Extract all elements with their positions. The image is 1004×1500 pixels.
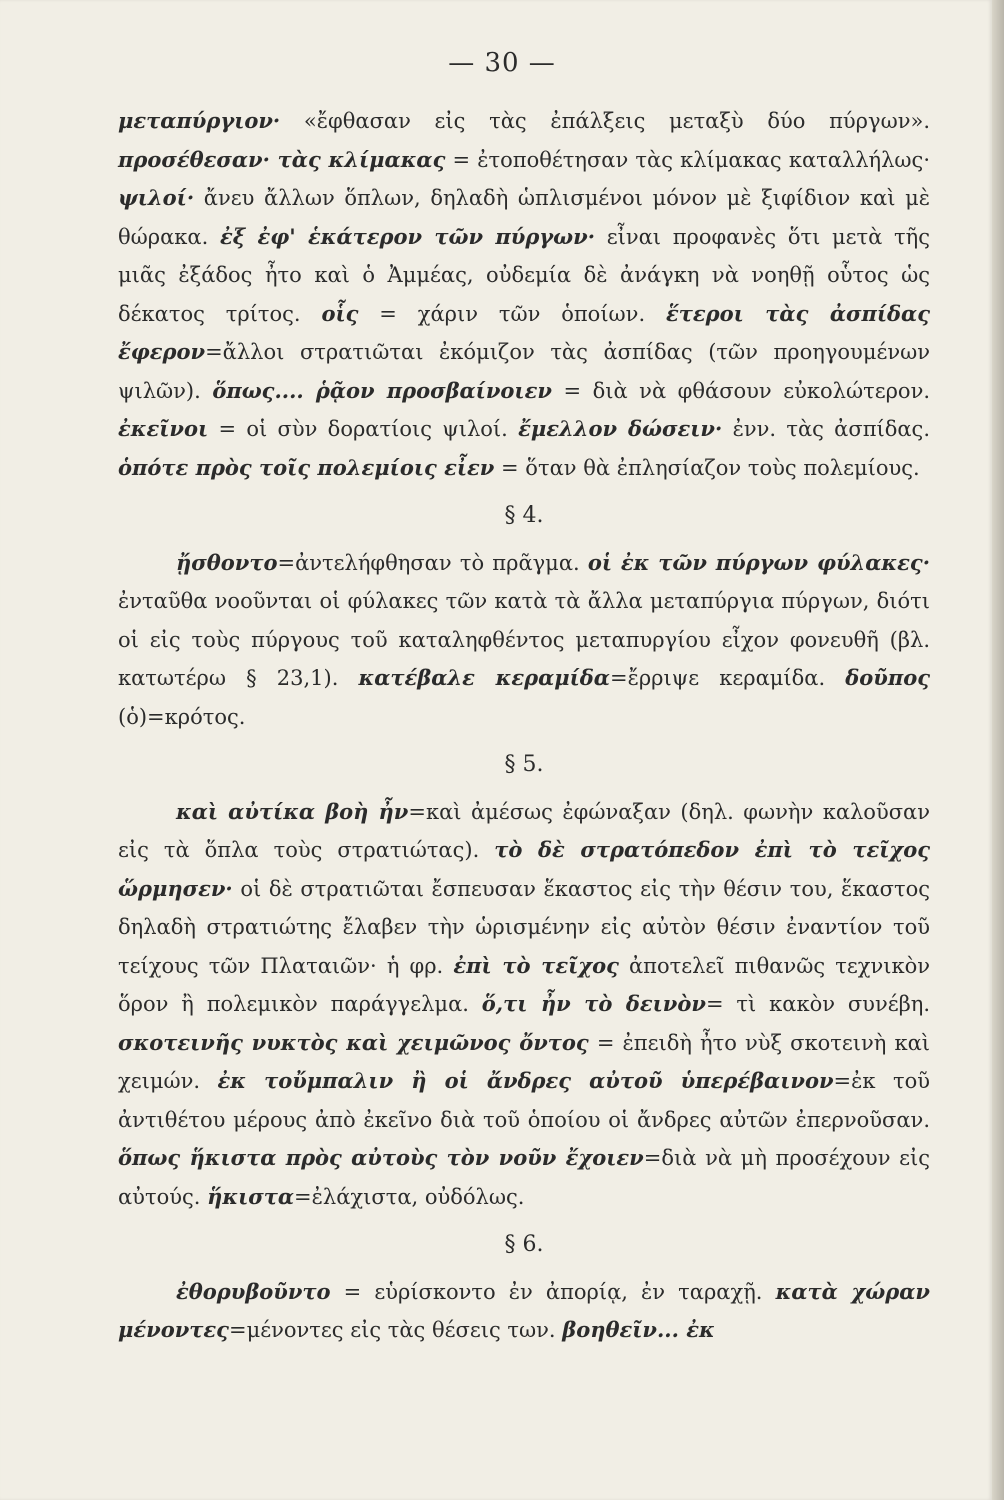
greek-lemma: οἷς [321,300,359,326]
greek-lemma: ἐπὶ τὸ τεῖχος [453,952,619,978]
paragraph-section-4 [118,544,930,737]
greek-lemma: οἱ ἐκ τῶν πύργων φύλακες· [587,549,931,575]
explanation-text: = εὑρίσκοντο ἐν ἀπορίᾳ, ἐν ταραχῇ. [330,1279,776,1304]
greek-lemma: ὁπότε πρὸς τοῖς πολεμίοις εἶεν [118,454,495,480]
explanation-text: = διὰ νὰ φθάσουν εὐκολώτερον. [551,378,931,403]
explanation-text: ἄνευ ἄλλων ὅπλων, δηλαδὴ ὡπλισμένοι μόνον μὲ ξιφίδιον καὶ μὲ θώρακα. [118,186,930,249]
greek-lemma: βοηθεῖν... ἐκ [562,1317,715,1342]
greek-lemma: ἐκ τοὔμπαλιν ἢ οἱ ἄνδρες αὐτοῦ ὑπερέβαινον [217,1068,834,1093]
greek-lemma: κατὰ χώραν μένοντες [118,1278,930,1342]
explanation-text: οἱ δὲ στρατιῶται ἔσπευσαν ἕκαστος εἰς τὴν θέσιν του, ἕκαστος δηλαδὴ στρατιώτης ἔλαβεν τὴν ὡρισμένην εἰς αὐτὸν θέσιν ἐναντίον τοῦ τείχους τῶν Πλαταιῶν· ἡ φρ. [118,876,930,978]
explanation-text: εἶναι προφανὲς ὅτι μετὰ τῆς μιᾶς ἐξάδος ἦτο καὶ ὁ Ἀμμέας, οὐδεμία δὲ ἀνάγκη νὰ νοηθῇ οὗτος ὡς δέκατος τρίτος. [118,224,930,326]
greek-lemma: καὶ αὐτίκα βοὴ ἦν [176,798,409,824]
greek-lemma: ὅπως.... ῥᾷον προσβαίνοιεν [212,377,552,403]
paragraph-intro [118,102,930,487]
explanation-text: ἀποτελεῖ πιθανῶς τεχνικὸν ὅρον ἢ πολεμικὸν παράγγελμα. [118,953,930,1016]
greek-lemma: ὅ,τι ἦν τὸ δεινὸν [481,991,706,1016]
greek-lemma: ὅπως ἥκιστα πρὸς αὐτοὺς τὸν νοῦν ἔχοιεν [118,1145,644,1170]
explanation-text: = ὅταν θὰ ἐπλησίαζον τοὺς πολεμίους. [494,455,920,480]
explanation-text: = ἐτοποθέτησαν τὰς κλίμακας καταλλήλως· [445,147,930,172]
greek-lemma: προσέθεσαν· τὰς κλίμακας [118,146,446,172]
greek-lemma: δοῦπος [845,665,930,690]
explanation-text: =μένοντες εἰς τὰς θέσεις των. [228,1318,563,1342]
explanation-text: (ὁ)=κρότος. [118,704,246,729]
greek-lemma: κατέβαλε κεραμίδα [358,665,610,690]
section-heading-6: § 6. [504,1232,544,1257]
greek-lemma: ψιλοί· [118,185,195,210]
greek-lemma: ἐξ ἐφ' ἑκάτερον τῶν πύργων· [219,223,596,249]
explanation-text: ἐνν. τὰς ἀσπίδας. [722,417,930,441]
greek-lemma: μεταπύργιον· [118,108,281,133]
explanation-text: «ἔφθασαν εἰς τὰς ἐπάλξεις μεταξὺ δύο πύργων». [280,109,930,133]
explanation-text: =διὰ νὰ μὴ προσέχουν εἰς αὐτούς. [118,1146,930,1209]
page-number: — 30 — [448,48,556,78]
explanation-text: = οἱ σὺν δορατίοις ψιλοί. [208,417,519,441]
paragraph-section-6 [118,1273,930,1350]
explanation-text: =ἐλάχιστα, οὐδόλως. [294,1184,525,1209]
section-heading-4: § 4. [504,503,544,528]
explanation-text: =ἄλλοι στρατιῶται ἐκόμιζον τὰς ἀσπίδας (τῶν προηγουμένων ψιλῶν). [118,340,930,403]
explanation-text: ἐνταῦθα νοοῦνται οἱ φύλακες τῶν κατὰ τὰ ἄλλα μεταπύργια πύργων, διότι οἱ εἰς τοὺς πύργους τοῦ καταληφθέντος μεταπυργίου εἶχον φονευθῆ (βλ. κατωτέρω § 23,1). [118,589,930,690]
greek-lemma: τὸ δὲ στρατόπεδον ἐπὶ τὸ τεῖχος ὥρμησεν· [118,837,930,901]
paragraph-section-5 [118,793,930,1217]
explanation-text: = ἐπειδὴ ἦτο νὺξ σκοτεινὴ καὶ χειμών. [118,1030,931,1093]
greek-lemma: σκοτεινῆς νυκτὸς καὶ χειμῶνος ὄντος [118,1029,589,1055]
section-heading-5: § 5. [504,752,544,777]
page-edge [992,0,1004,1500]
explanation-text: =καὶ ἀμέσως ἐφώναξαν (δηλ. φωνὴν καλοῦσαν εἰς τὰ ὅπλα τοὺς στρατιώτας). [118,799,930,862]
greek-lemma: ἐθορυβοῦντο [176,1278,331,1304]
explanation-text: =ἐκ τοῦ ἀντιθέτου μέρους ἀπὸ ἐκεῖνο διὰ τοῦ ὁποίου οἱ ἄνδρες αὐτῶν ἐπερνοῦσαν. [118,1069,930,1132]
greek-lemma: ἕτεροι τὰς ἀσπίδας ἔφερον [118,300,930,364]
commentary-text [118,102,930,1350]
greek-lemma: ἐκεῖνοι [118,416,209,441]
greek-lemma: ᾔσθοντο [176,549,278,575]
greek-lemma: ἔμελλον δώσειν· [518,416,723,441]
explanation-text: =ἀντελήφθησαν τὸ πρᾶγμα. [277,550,588,575]
greek-lemma: ἥκιστα [207,1183,295,1209]
explanation-text: = τὶ κακὸν συνέβη. [705,992,930,1016]
explanation-text: =ἔρριψε κεραμίδα. [609,666,846,690]
explanation-text: = χάριν τῶν ὁποίων. [358,301,666,326]
